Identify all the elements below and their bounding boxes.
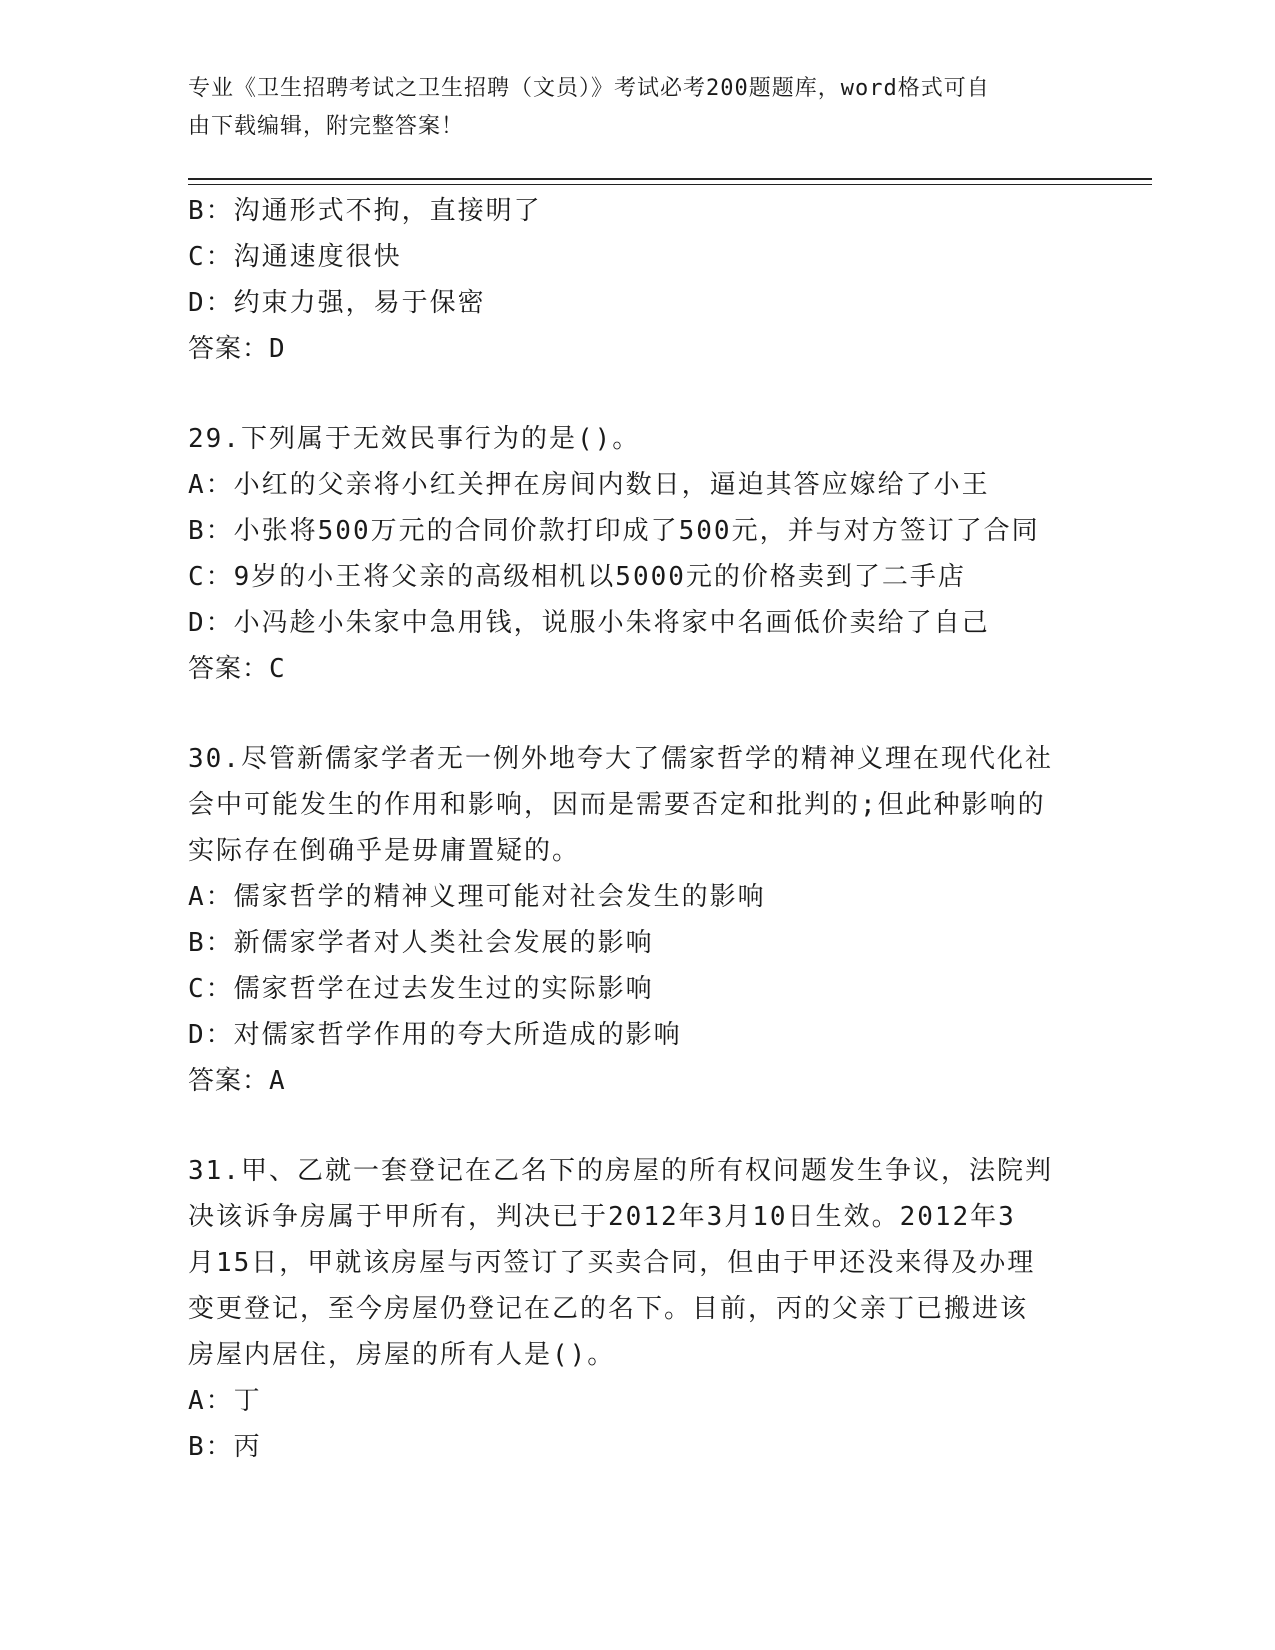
option-a: A：儒家哲学的精神义理可能对社会发生的影响 <box>188 882 766 912</box>
option-d: D：对儒家哲学作用的夸大所造成的影响 <box>188 1020 682 1050</box>
question-stem-line: 会中可能发生的作用和影响，因而是需要否定和批判的;但此种影响的 <box>188 790 1046 820</box>
option-b: B：丙 <box>188 1432 262 1462</box>
option-a: A：丁 <box>188 1386 262 1416</box>
answer-line <box>188 1058 1088 1104</box>
question-stem-line: 31.甲、乙就一套登记在乙名下的房屋的所有权问题发生争议，法院判 <box>188 1156 1053 1186</box>
question-stem-line: 房屋内居住，房屋的所有人是()。 <box>188 1340 616 1370</box>
option-b: B：沟通形式不拘，直接明了 <box>188 196 542 226</box>
question-stem-line: 变更登记，至今房屋仍登记在乙的名下。目前，丙的父亲丁已搬进该 <box>188 1294 1029 1324</box>
answer-value: D <box>269 334 286 364</box>
question-stem-line: 决该诉争房属于甲所有，判决已于2012年3月10日生效。2012年3 <box>188 1202 1016 1232</box>
question-gap <box>188 1104 1088 1148</box>
option-c: C：儒家哲学在过去发生过的实际影响 <box>188 974 654 1004</box>
header-line-2: 由下载编辑，附完整答案！ <box>188 114 465 139</box>
option-c: C：9岁的小王将父亲的高级相机以5000元的价格卖到了二手店 <box>188 562 966 592</box>
question-stem-line: 月15日，甲就该房屋与丙签订了买卖合同，但由于甲还没来得及办理 <box>188 1248 1036 1278</box>
answer-line <box>188 326 1088 372</box>
question-gap <box>188 692 1088 736</box>
answer-label: 答案： <box>188 1066 270 1096</box>
question-29 <box>188 416 1088 692</box>
question-gap <box>188 372 1088 416</box>
answer-label: 答案： <box>188 334 270 364</box>
answer-label: 答案： <box>188 654 270 684</box>
document-header <box>188 70 1068 146</box>
question-content <box>188 188 1088 1470</box>
question-stem-line: 实际存在倒确乎是毋庸置疑的。 <box>188 836 581 866</box>
answer-value: C <box>269 654 286 684</box>
answer-line <box>188 646 1088 692</box>
option-d: D：小冯趁小朱家中急用钱，说服小朱将家中名画低价卖给了自己 <box>188 608 990 638</box>
header-line-1: 专业《卫生招聘考试之卫生招聘（文员）》考试必考200题题库，word格式可自 <box>188 76 990 101</box>
answer-value: A <box>269 1066 286 1096</box>
header-divider-thin <box>188 184 1152 185</box>
option-b: B：新儒家学者对人类社会发展的影响 <box>188 928 654 958</box>
option-c: C：沟通速度很快 <box>188 242 402 272</box>
question-stem-line: 30.尽管新儒家学者无一例外地夸大了儒家哲学的精神义理在现代化社 <box>188 744 1053 774</box>
option-d: D：约束力强，易于保密 <box>188 288 486 318</box>
question-30 <box>188 736 1088 1104</box>
question-stem: 29.下列属于无效民事行为的是()。 <box>188 424 641 454</box>
question-28-continuation <box>188 188 1088 372</box>
option-a: A：小红的父亲将小红关押在房间内数日，逼迫其答应嫁给了小王 <box>188 470 990 500</box>
question-31 <box>188 1148 1088 1470</box>
header-divider-thick <box>188 178 1152 180</box>
option-b: B：小张将500万元的合同价款打印成了500元，并与对方签订了合同 <box>188 516 1040 546</box>
